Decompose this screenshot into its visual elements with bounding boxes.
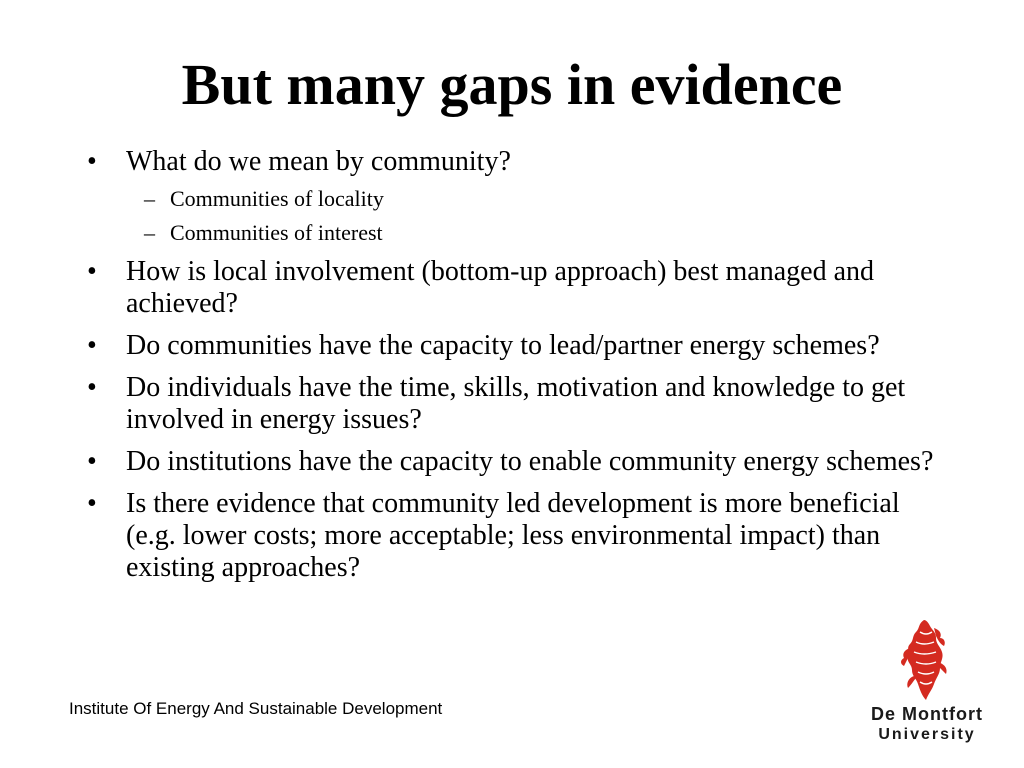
bullet-marker: •	[87, 256, 97, 287]
bullet-item	[87, 446, 947, 478]
bullet-text: Do institutions have the capacity to enable community energy schemes?	[126, 446, 934, 477]
university-name	[842, 704, 1012, 745]
bullet-text: Do individuals have the time, skills, motivation and knowledge to get involved in energy issues?	[126, 372, 906, 435]
sub-bullet-text: Communities of locality	[170, 186, 384, 211]
bullet-item	[87, 146, 947, 178]
bullet-item	[87, 330, 947, 362]
university-name-line2: University	[878, 726, 976, 743]
sub-bullet-list	[87, 186, 947, 246]
bullet-text: How is local involvement (bottom-up approach) best managed and achieved?	[126, 256, 875, 319]
bullet-text: Do communities have the capacity to lead/partner energy schemes?	[126, 330, 880, 361]
sub-bullet-marker: –	[144, 220, 155, 245]
red-lion-crest-icon	[894, 618, 956, 702]
bullet-list	[87, 146, 947, 584]
bullet-item	[87, 488, 947, 584]
sub-bullet-item	[144, 220, 947, 246]
bullet-marker: •	[87, 330, 97, 361]
bullet-text: What do we mean by community?	[126, 146, 511, 177]
slide-title: But many gaps in evidence	[181, 52, 843, 117]
footer-institute: Institute Of Energy And Sustainable Development	[69, 699, 443, 718]
sub-bullet-text: Communities of interest	[170, 220, 383, 245]
university-logo	[842, 618, 1012, 750]
bullet-marker: •	[87, 146, 97, 177]
university-name-line1: De Montfort	[871, 704, 983, 724]
sub-bullet-marker: –	[144, 186, 155, 211]
bullet-marker: •	[87, 488, 97, 519]
sub-bullet-item	[144, 186, 947, 212]
bullet-item	[87, 256, 947, 320]
bullet-text: Is there evidence that community led development is more beneficial (e.g. lower costs; more acceptable; less environmental impact) than existing approaches?	[126, 488, 900, 583]
bullet-item	[87, 372, 947, 436]
bullet-marker: •	[87, 446, 97, 477]
bullet-marker: •	[87, 372, 97, 403]
